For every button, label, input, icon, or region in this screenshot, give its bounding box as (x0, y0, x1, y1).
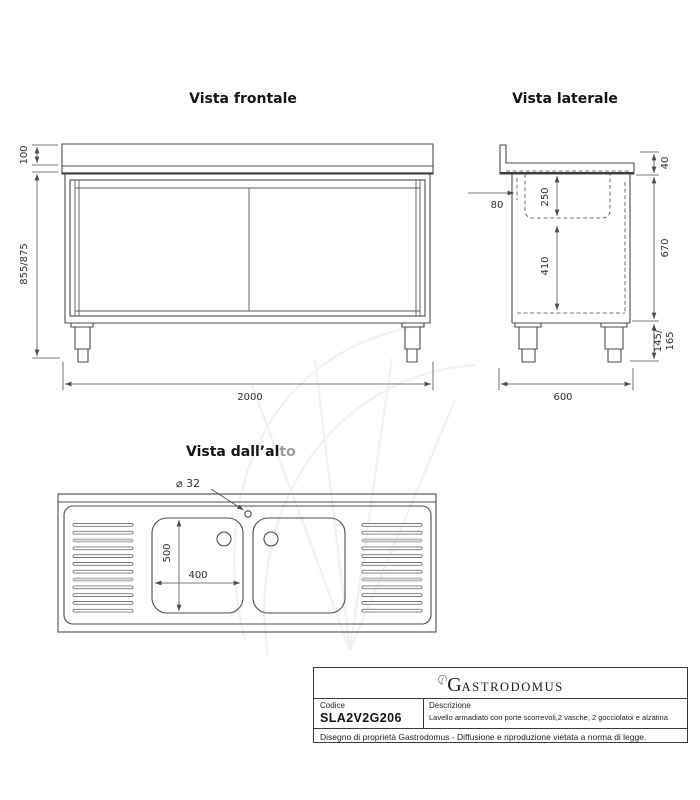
drainboard-rib (73, 594, 133, 597)
front-door-recess (70, 180, 425, 316)
brand-logo (314, 668, 687, 698)
side-dim-back-offset: 80 (490, 200, 504, 211)
watermark-ray (350, 358, 392, 650)
drainboard-rib (362, 539, 422, 542)
left-basin-drain-hole (217, 532, 231, 546)
tap-hole (245, 511, 251, 517)
description-value: Lavello armadiato con porte scorrevoli,2 vasche, 2 gocciolatoi e alzatina (429, 713, 668, 722)
drainboard-rib (362, 578, 422, 581)
side-cabinet-body (512, 174, 630, 323)
brand-shell-icon (437, 674, 449, 686)
top-view-title (186, 444, 296, 460)
front-view (19, 91, 433, 403)
side-dim-body-height: 670 (660, 238, 671, 258)
side-dim-under-basin: 410 (540, 256, 551, 276)
side-interior-hidden-lines (517, 178, 625, 313)
front-extension-lines (32, 145, 433, 390)
description-cell (424, 699, 687, 728)
code-label: Codice (320, 701, 345, 710)
drainboard-rib (73, 602, 133, 605)
watermark-ray (315, 360, 350, 650)
side-dim-leg-height-2: 165 (665, 331, 676, 351)
side-view (468, 91, 676, 403)
description-label: Descrizione (429, 701, 471, 710)
side-dim-depth: 600 (553, 392, 573, 403)
front-view-title: Vista frontale (189, 91, 297, 107)
tap-hole-leader-line (211, 489, 244, 510)
drainboard-rib (362, 586, 422, 589)
drainboard-rib (73, 531, 133, 534)
top-view-title-main: Vista dall’al (186, 444, 280, 460)
drainboard-rib (362, 547, 422, 550)
drainboard-rib (362, 563, 422, 566)
drainboard-rib (73, 524, 133, 527)
drainboard-rib (73, 609, 133, 612)
drainboard-rib (362, 602, 422, 605)
drainboard-rib (362, 609, 422, 612)
watermark-shell (234, 325, 475, 655)
drainboard-rib (73, 563, 133, 566)
left-basin (152, 518, 243, 613)
brand-name (447, 675, 564, 695)
drainboard-rib (362, 555, 422, 558)
tap-hole-diameter: ⌀ 32 (176, 477, 201, 490)
drainboard-rib (362, 531, 422, 534)
side-worktop-profile (500, 145, 634, 174)
side-right-leg (601, 323, 627, 362)
side-dim-basin-depth: 250 (540, 187, 551, 207)
side-dim-top-thickness: 40 (660, 156, 671, 170)
brand-initial: G (447, 674, 462, 696)
front-dim-body-height: 855/875 (19, 243, 30, 285)
code-cell (314, 699, 424, 728)
drainboard-rib (362, 570, 422, 573)
drainboard-rib (362, 524, 422, 527)
side-extension-lines (499, 152, 659, 390)
side-dim-leg-height-1: 145/ (653, 329, 664, 353)
drainboard-rib (73, 586, 133, 589)
front-dim-width: 2000 (237, 392, 263, 403)
side-basin-hidden-profile (525, 174, 610, 218)
legal-notice: Disegno di proprietà Gastrodomus - Diffusione e riproduzione vietata a norma di legge. (320, 732, 647, 742)
side-view-title: Vista laterale (512, 91, 618, 107)
top-view-title-faded: to (279, 444, 296, 460)
drainboard-rib (73, 539, 133, 542)
left-drainboard (73, 524, 133, 613)
top-dim-basin-width: 400 (188, 570, 208, 581)
front-dim-top-height: 100 (19, 145, 30, 165)
drainboard-rib (73, 555, 133, 558)
side-left-leg (515, 323, 541, 362)
drainboard-rib (73, 570, 133, 573)
code-value: SLA2V2G206 (320, 711, 402, 725)
title-block-row (314, 698, 687, 729)
front-left-leg (71, 323, 93, 362)
drainboard-rib (73, 578, 133, 581)
top-dim-basin-length: 500 (162, 543, 173, 563)
front-door-tracks (75, 180, 420, 316)
title-block (313, 667, 688, 743)
front-worktop (62, 144, 433, 174)
front-cabinet-body (65, 174, 430, 323)
front-right-leg (402, 323, 424, 362)
drainboard-rib (362, 594, 422, 597)
brand-rest: ASTRODOMUS (461, 680, 564, 694)
drainboard-rib (73, 547, 133, 550)
